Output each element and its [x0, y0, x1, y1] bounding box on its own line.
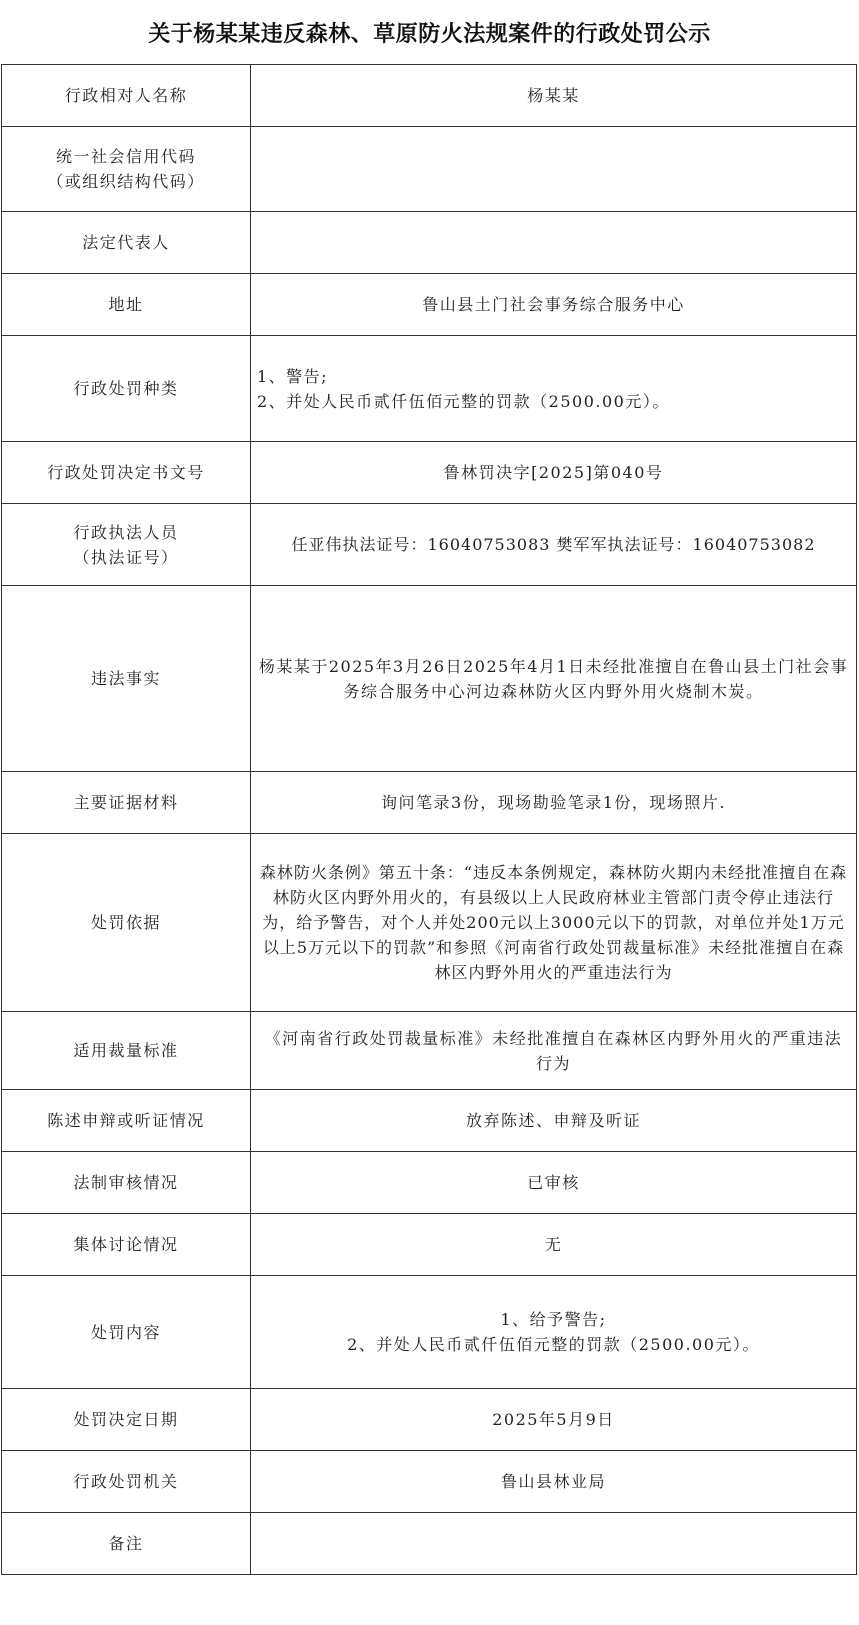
label-address: 地址	[2, 274, 251, 336]
label-violation-facts: 违法事实	[2, 586, 251, 772]
document-title: 关于杨某某违反森林、草原防火法规案件的行政处罚公示	[148, 21, 711, 47]
row-credit-code	[2, 127, 857, 212]
row-decision-number	[2, 442, 857, 504]
value-collective-discussion: 无	[251, 1214, 857, 1276]
row-penalty-content	[2, 1276, 857, 1389]
row-violation-facts	[2, 586, 857, 772]
label-penalty-type: 行政处罚种类	[2, 336, 251, 442]
row-decision-date	[2, 1389, 857, 1451]
label-penalty-content: 处罚内容	[2, 1276, 251, 1389]
label-enforcement-officers: 行政执法人员 （执法证号）	[2, 504, 251, 586]
value-legal-rep	[251, 212, 857, 274]
value-remarks	[251, 1513, 857, 1575]
value-credit-code	[251, 127, 857, 212]
label-legal-rep: 法定代表人	[2, 212, 251, 274]
value-party-name: 杨某某	[251, 65, 857, 127]
label-remarks: 备注	[2, 1513, 251, 1575]
value-legal-review: 已审核	[251, 1152, 857, 1214]
value-violation-facts: 杨某某于2025年3月26日2025年4月1日未经批准擅自在鲁山县土门社会事务综合服务中心河边森林防火区内野外用火烧制木炭。	[251, 586, 857, 772]
value-statement-hearing: 放弃陈述、申辩及听证	[251, 1090, 857, 1152]
row-statement-hearing	[2, 1090, 857, 1152]
label-decision-date: 处罚决定日期	[2, 1389, 251, 1451]
label-collective-discussion: 集体讨论情况	[2, 1214, 251, 1276]
row-legal-review	[2, 1152, 857, 1214]
label-decision-number: 行政处罚决定书文号	[2, 442, 251, 504]
label-discretion-standard: 适用裁量标准	[2, 1012, 251, 1090]
value-enforcement-officers: 任亚伟执法证号：16040753083 樊军军执法证号：16040753082	[251, 504, 857, 586]
label-party-name: 行政相对人名称	[2, 65, 251, 127]
value-legal-basis: 森林防火条例》第五十条：“违反本条例规定，森林防火期内未经批准擅自在森林防火区内野外用火的，有县级以上人民政府林业主管部门责令停止违法行为，给予警告，对个人并处200元以上3000元以下的罚款，对单位并处1万元以上5万元以下的罚款”和参照《河南省行政处罚裁量标准》未经批准擅自在森林区内野外用火的严重违法行为	[251, 834, 857, 1012]
label-evidence: 主要证据材料	[2, 772, 251, 834]
value-penalty-content: 1、给予警告; 2、并处人民币贰仟伍佰元整的罚款（2500.00元）。	[251, 1276, 857, 1389]
label-credit-code: 统一社会信用代码 （或组织结构代码）	[2, 127, 251, 212]
value-decision-number: 鲁林罚决字[2025]第040号	[251, 442, 857, 504]
value-decision-date: 2025年5月9日	[251, 1389, 857, 1451]
value-penalty-type: 1、警告; 2、并处人民币贰仟伍佰元整的罚款（2500.00元）。	[251, 336, 857, 442]
label-statement-hearing: 陈述申辩或听证情况	[2, 1090, 251, 1152]
value-penalty-authority: 鲁山县林业局	[251, 1451, 857, 1513]
row-legal-basis	[2, 834, 857, 1012]
value-discretion-standard: 《河南省行政处罚裁量标准》未经批准擅自在森林区内野外用火的严重违法行为	[251, 1012, 857, 1090]
row-discretion-standard	[2, 1012, 857, 1090]
penalty-info-table	[1, 64, 857, 1575]
row-enforcement-officers	[2, 504, 857, 586]
row-remarks	[2, 1513, 857, 1575]
label-legal-review: 法制审核情况	[2, 1152, 251, 1214]
row-legal-rep	[2, 212, 857, 274]
row-penalty-authority	[2, 1451, 857, 1513]
value-address: 鲁山县土门社会事务综合服务中心	[251, 274, 857, 336]
row-address	[2, 274, 857, 336]
row-evidence	[2, 772, 857, 834]
label-legal-basis: 处罚依据	[2, 834, 251, 1012]
value-evidence: 询问笔录3份，现场勘验笔录1份，现场照片.	[251, 772, 857, 834]
row-party-name	[2, 65, 857, 127]
label-penalty-authority: 行政处罚机关	[2, 1451, 251, 1513]
row-collective-discussion	[2, 1214, 857, 1276]
row-penalty-type	[2, 336, 857, 442]
